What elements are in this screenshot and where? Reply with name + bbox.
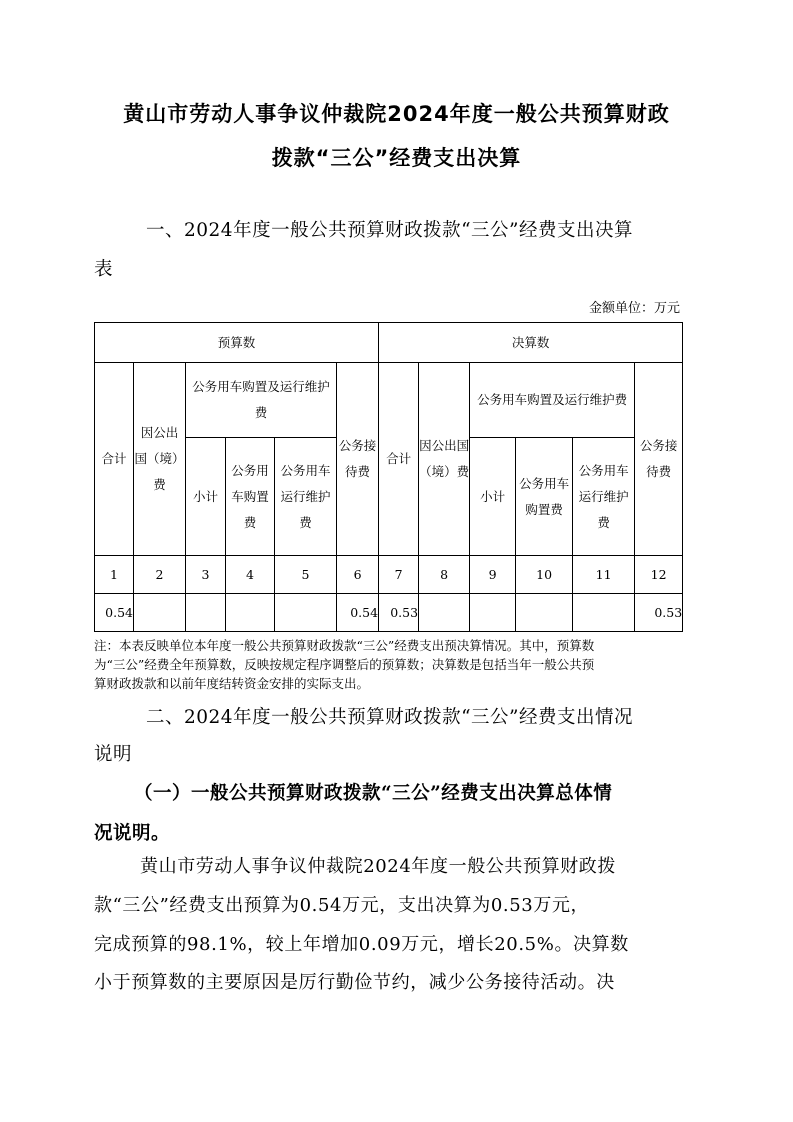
budget-reception-l1: 公务接: [338, 438, 377, 453]
final-maintain-l3: 费: [597, 514, 610, 530]
value-cell: [226, 594, 275, 632]
budget-purchase-header: [226, 438, 275, 556]
value-cell: [516, 594, 573, 632]
col-number: 5: [275, 556, 337, 594]
final-group-header: 决算数: [379, 323, 683, 363]
value-cell: [186, 594, 226, 632]
col-number: 4: [226, 556, 275, 594]
section2-heading-line2: 说明: [94, 744, 133, 765]
value-cell: [470, 594, 516, 632]
section1-heading-line2: 表: [94, 259, 114, 280]
final-vehicle-header: 公务用车购置及运行维护费: [470, 363, 635, 438]
budget-maintain-l3: 费: [299, 514, 312, 530]
unit-label: 金额单位：万元: [588, 301, 680, 316]
col-number: 11: [573, 556, 635, 594]
budget-total-header: 合计: [95, 363, 134, 556]
final-reception-header: [635, 363, 683, 556]
final-reception-l1: 公务接: [639, 438, 678, 453]
value-cell: 0.54: [95, 594, 134, 632]
budget-purchase-l3: 费: [243, 514, 257, 530]
document-title-line2: 拨款“三公”经费支出决算: [271, 146, 522, 170]
table-note-line3: 算财政拨款和以前年度结转资金安排的实际支出。: [94, 676, 370, 691]
budget-purchase-l1: 公务用: [231, 462, 269, 478]
paragraph-line4: 小于预算数的主要原因是厉行勤俭节约，减少公务接待活动。决: [94, 972, 615, 993]
final-maintain-l2: 运行维护: [578, 488, 629, 504]
three-public-expenses-table: [94, 322, 683, 632]
value-cell: 0.54: [337, 594, 379, 632]
subsection1-heading-line1: （一）一般公共预算财政拨款“三公”经费支出决算总体情: [134, 783, 613, 804]
paragraph-line1: 黄山市劳动人事争议仲裁院2024年度一般公共预算财政拨: [140, 856, 617, 877]
budget-maintain-header: [275, 438, 337, 556]
col-number: 2: [134, 556, 186, 594]
budget-vehicle-header: [186, 363, 337, 438]
col-number: 3: [186, 556, 226, 594]
value-cell: 0.53: [379, 594, 419, 632]
final-abroad-l2: （境）费: [419, 464, 470, 479]
col-number: 9: [470, 556, 516, 594]
final-abroad-header: [419, 363, 470, 556]
section1-heading-line1: 一、2024年度一般公共预算财政拨款“三公”经费支出决算: [146, 220, 633, 241]
budget-group-header: 预算数: [95, 323, 379, 363]
document-title-line1: 黄山市劳动人事争议仲裁院2024年度一般公共预算财政: [123, 102, 670, 126]
value-cell: [573, 594, 635, 632]
value-cell: [419, 594, 470, 632]
budget-abroad-l1: 因公出: [140, 425, 179, 440]
subsection1-heading-line2: 况说明。: [94, 823, 171, 844]
budget-vehicle-l2: 费: [254, 405, 268, 420]
section2-heading-line1: 二、2024年度一般公共预算财政拨款“三公”经费支出情况: [146, 707, 633, 728]
final-purchase-l2: 购置费: [525, 501, 563, 517]
budget-vehicle-l1: 公务用车购置及运行维护: [192, 379, 330, 394]
budget-purchase-l2: 车购置: [231, 488, 269, 504]
budget-maintain-l1: 公务用车: [280, 462, 331, 478]
budget-maintain-l2: 运行维护: [280, 488, 331, 504]
col-number: 8: [419, 556, 470, 594]
col-number: 12: [635, 556, 683, 594]
budget-subtotal-header: 小计: [186, 438, 226, 556]
budget-abroad-l2: 国（境）: [134, 451, 185, 466]
col-number: 6: [337, 556, 379, 594]
table-note-line2: 为“三公”经费全年预算数，反映按规定程序调整后的预算数；决算数是包括当年一般公共预: [94, 657, 595, 672]
col-number: 7: [379, 556, 419, 594]
final-maintain-header: [573, 438, 635, 556]
table-note-line1: 注：本表反映单位本年度一般公共预算财政拨款“三公”经费支出预决算情况。其中，预算数: [94, 638, 595, 653]
final-subtotal-header: 小计: [470, 438, 516, 556]
final-maintain-l1: 公务用车: [578, 462, 629, 478]
paragraph-line3: 完成预算的98.1%，较上年增加0.09万元，增长20.5%。决算数: [94, 934, 629, 955]
final-reception-l2: 待费: [646, 464, 672, 479]
value-cell: [275, 594, 337, 632]
final-total-header: 合计: [379, 363, 419, 556]
value-cell: 0.53: [635, 594, 683, 632]
final-purchase-header: [516, 438, 573, 556]
final-abroad-l1: 因公出国: [419, 438, 470, 453]
budget-reception-l2: 待费: [345, 464, 371, 479]
col-number: 1: [95, 556, 134, 594]
paragraph-line2: 款“三公”经费支出预算为0.54万元，支出决算为0.53万元，: [94, 895, 590, 916]
col-number: 10: [516, 556, 573, 594]
final-purchase-l1: 公务用车: [519, 475, 570, 491]
table-note: [94, 636, 694, 693]
budget-abroad-l3: 费: [153, 477, 166, 492]
budget-reception-header: [337, 363, 379, 556]
budget-abroad-header: [134, 363, 186, 556]
value-cell: [134, 594, 186, 632]
